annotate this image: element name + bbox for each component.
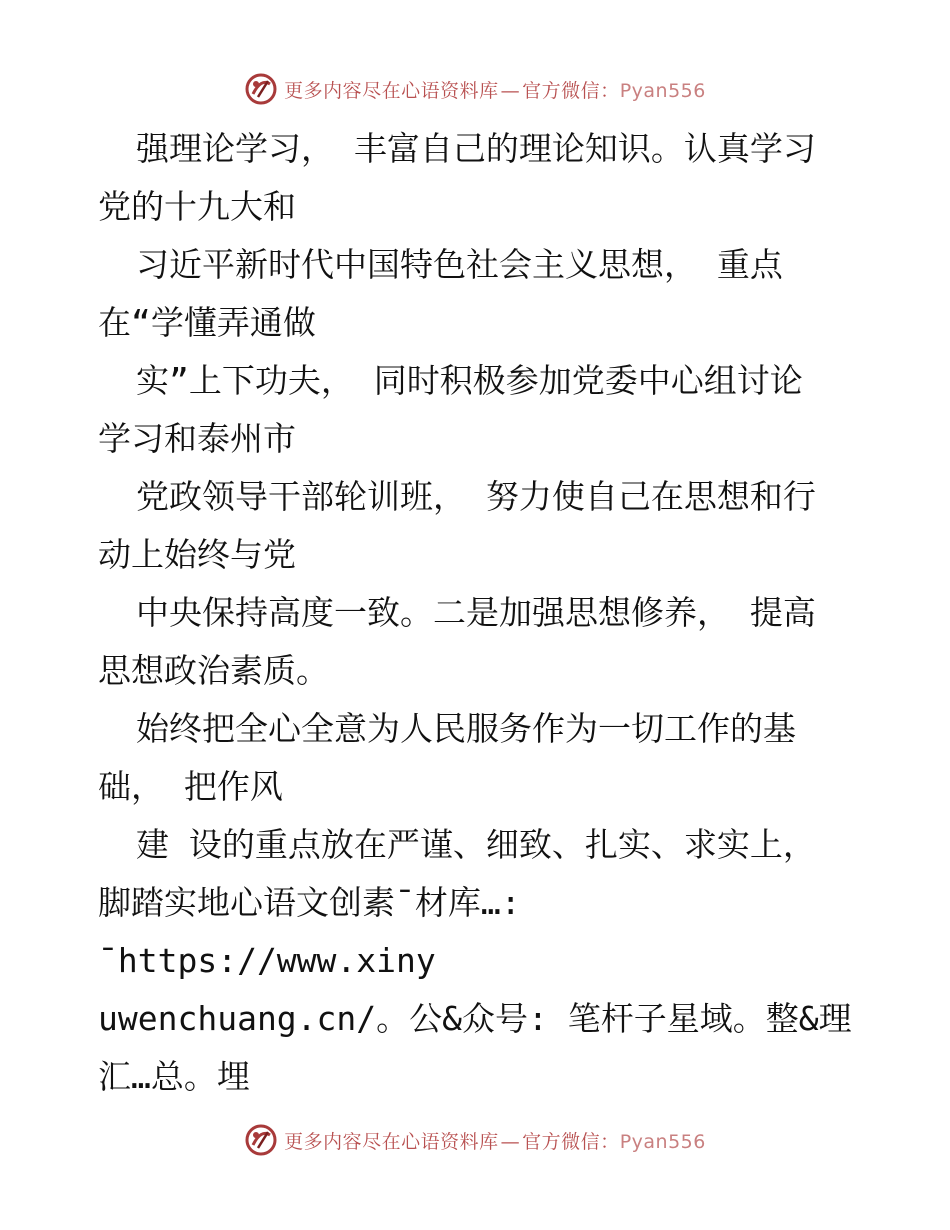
body-line: 党的十九大和 <box>98 187 296 226</box>
body-line: 学习和泰州市 <box>98 419 296 458</box>
footer-banner-wechat: 官方微信： <box>522 1130 620 1153</box>
body-line: 在“学懂弄通做 <box>98 303 316 342</box>
body-line: 中央保持高度一致。二是加强思想修养， 提高 <box>136 593 816 632</box>
header-banner-text <box>284 76 706 103</box>
header-banner-dash: — <box>500 79 521 102</box>
body-line: 脚踏实地心语文创素¯材库…: ¯https://www.xiny <box>98 883 541 980</box>
footer-banner-main: 更多内容尽在心语资料库 <box>284 1130 499 1153</box>
header-banner <box>0 69 950 109</box>
brand-logo-icon <box>244 72 278 106</box>
body-line: 强理论学习， 丰富自己的理论知识。认真学习 <box>136 129 816 168</box>
body-line: 习近平新时代中国特色社会主义思想， 重点 <box>136 245 783 284</box>
body-line: 动上始终与党 <box>98 535 296 574</box>
header-banner-handle: Pyan556 <box>619 79 706 102</box>
body-line: 党政领导干部轮训班， 努力使自己在思想和行 <box>136 477 816 516</box>
footer-banner-handle: Pyan556 <box>619 1130 706 1153</box>
body-line: 建 设的重点放在严谨、细致、扎实、求实上， <box>136 825 816 864</box>
body-line: 础， 把作风 <box>98 767 283 806</box>
body-line: 汇…总。埋 <box>98 1057 250 1096</box>
footer-banner-dash: — <box>500 1130 521 1153</box>
header-banner-main: 更多内容尽在心语资料库 <box>284 79 499 102</box>
body-line: 思想政治素质。 <box>98 651 329 690</box>
brand-logo-icon <box>244 1123 278 1157</box>
header-banner-wechat: 官方微信： <box>522 79 620 102</box>
body-line: 始终把全心全意为人民服务作为一切工作的基 <box>136 709 796 748</box>
footer-banner <box>0 1120 950 1160</box>
document-body <box>98 120 858 1106</box>
body-line: 实”上下功夫， 同时积极参加党委中心组讨论 <box>136 361 803 400</box>
body-line: uwenchuang.cn/。公&众号: 笔杆子星域。整&理 <box>98 999 852 1038</box>
footer-banner-text <box>284 1127 706 1154</box>
